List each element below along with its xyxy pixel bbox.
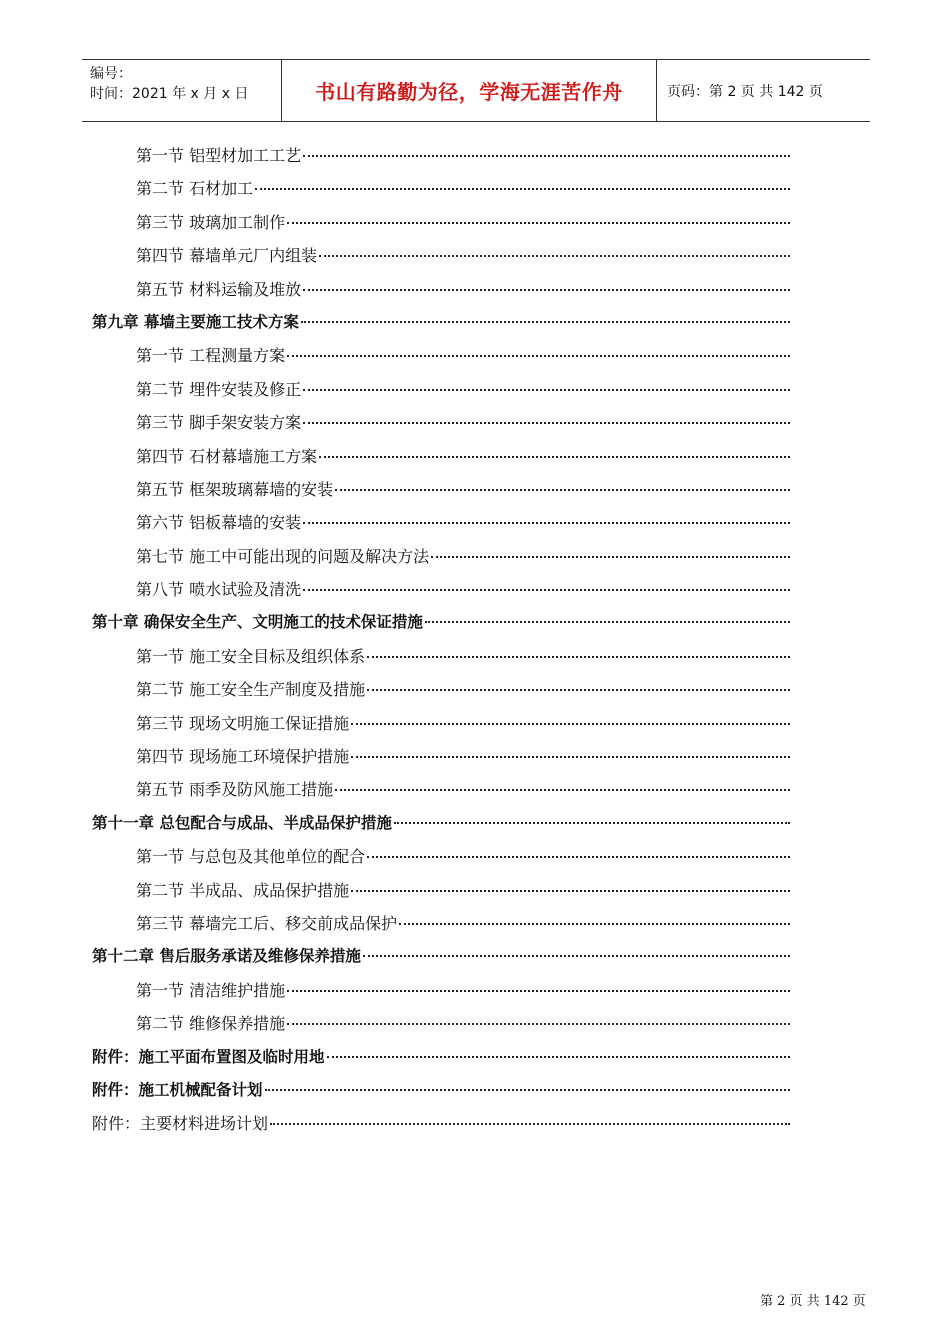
toc-entry-label: 附件：主要材料进场计划: [92, 1114, 269, 1134]
toc-entry-label: 第一节 工程测量方案: [136, 346, 286, 366]
toc-section-entry[interactable]: [92, 540, 790, 573]
dot-leader: [303, 588, 790, 591]
toc-entry-label: 第四节 石材幕墙施工方案: [136, 446, 318, 466]
toc-section-entry[interactable]: [92, 874, 790, 907]
toc-entry-label: 第六节 铝板幕墙的安装: [136, 513, 302, 533]
code-label: 编号：: [90, 66, 132, 82]
toc-chapter-entry[interactable]: [92, 1107, 790, 1140]
toc-section-entry[interactable]: [92, 673, 790, 706]
dot-leader: [431, 555, 790, 558]
toc-entry-label: 第五节 材料运输及堆放: [136, 279, 302, 299]
toc-section-entry[interactable]: [92, 640, 790, 673]
toc-section-entry[interactable]: [92, 707, 790, 740]
header-motto: 书山有路勤为径，学海无涯苦作舟: [282, 60, 657, 121]
table-of-contents: [92, 139, 790, 1141]
toc-section-entry[interactable]: [92, 440, 790, 473]
toc-entry-label: 第三节 脚手架安装方案: [136, 413, 302, 433]
toc-entry-label: 第五节 框架玻璃幕墙的安装: [136, 479, 334, 499]
toc-section-entry[interactable]: [92, 139, 790, 172]
toc-entry-label: 第十一章 总包配合与成品、半成品保护措施: [92, 813, 392, 832]
dot-leader: [367, 855, 790, 858]
dot-leader: [351, 889, 790, 892]
dot-leader: [319, 254, 790, 257]
toc-entry-label: 第五节 雨季及防风施工措施: [136, 780, 334, 800]
toc-entry-label: 第二节 维修保养措施: [136, 1014, 286, 1034]
header-meta: [82, 60, 282, 121]
dot-leader: [351, 755, 790, 758]
toc-chapter-entry[interactable]: [92, 306, 790, 339]
header-page-label: 页码：第 2 页 共 142 页: [667, 83, 823, 100]
dot-leader: [319, 455, 790, 458]
toc-section-entry[interactable]: [92, 773, 790, 806]
toc-section-entry[interactable]: [92, 473, 790, 506]
toc-entry-label: 第一节 施工安全目标及组织体系: [136, 646, 366, 666]
toc-entry-label: 第二节 石材加工: [136, 179, 254, 199]
toc-entry-label: 第三节 现场文明施工保证措施: [136, 713, 350, 733]
toc-section-entry[interactable]: [92, 573, 790, 606]
toc-section-entry[interactable]: [92, 339, 790, 372]
toc-entry-label: 第一节 清洁维护措施: [136, 980, 286, 1000]
toc-entry-label: 第四节 幕墙单元厂内组装: [136, 246, 318, 266]
toc-section-entry[interactable]: [92, 974, 790, 1007]
toc-chapter-entry[interactable]: [92, 807, 790, 840]
toc-chapter-entry[interactable]: [92, 1074, 790, 1107]
toc-entry-label: 第一节 与总包及其他单位的配合: [136, 847, 366, 867]
dot-leader: [303, 288, 790, 291]
toc-entry-label: 第七节 施工中可能出现的问题及解决方法: [136, 546, 430, 566]
dot-leader: [287, 221, 790, 224]
toc-chapter-entry[interactable]: [92, 606, 790, 639]
dot-leader: [270, 1122, 790, 1125]
dot-leader: [425, 620, 790, 623]
toc-section-entry[interactable]: [92, 273, 790, 306]
dot-leader: [335, 788, 790, 791]
toc-chapter-entry[interactable]: [92, 1041, 790, 1074]
toc-section-entry[interactable]: [92, 406, 790, 439]
page-footer: 第 2 页 共 142 页: [760, 1294, 866, 1309]
dot-leader: [367, 655, 790, 658]
dot-leader: [287, 1022, 790, 1025]
dot-leader: [399, 922, 790, 925]
toc-entry-label: 第三节 玻璃加工制作: [136, 212, 286, 232]
toc-section-entry[interactable]: [92, 907, 790, 940]
toc-section-entry[interactable]: [92, 206, 790, 239]
toc-entry-label: 第四节 现场施工环境保护措施: [136, 747, 350, 767]
dot-leader: [303, 388, 790, 391]
toc-section-entry[interactable]: [92, 239, 790, 272]
dot-leader: [351, 722, 790, 725]
toc-section-entry[interactable]: [92, 740, 790, 773]
toc-entry-label: 第二节 埋件安装及修正: [136, 379, 302, 399]
dot-leader: [303, 521, 790, 524]
toc-entry-label: 第九章 幕墙主要施工技术方案: [92, 312, 299, 331]
dot-leader: [327, 1055, 790, 1058]
dot-leader: [303, 421, 790, 424]
toc-section-entry[interactable]: [92, 373, 790, 406]
toc-entry-label: 第二节 施工安全生产制度及措施: [136, 680, 366, 700]
dot-leader: [287, 989, 790, 992]
dot-leader: [394, 821, 790, 824]
dot-leader: [363, 954, 790, 957]
dot-leader: [287, 354, 790, 357]
toc-entry-label: 第十章 确保安全生产、文明施工的技术保证措施: [92, 613, 423, 632]
toc-entry-label: 第二节 半成品、成品保护措施: [136, 880, 350, 900]
toc-section-entry[interactable]: [92, 1007, 790, 1040]
toc-entry-label: 附件：施工机械配备计划: [92, 1080, 263, 1099]
dot-leader: [303, 154, 790, 157]
toc-entry-label: 附件：施工平面布置图及临时用地: [92, 1047, 325, 1066]
toc-section-entry[interactable]: [92, 172, 790, 205]
toc-entry-label: 第三节 幕墙完工后、移交前成品保护: [136, 913, 398, 933]
page-header: [82, 59, 870, 122]
date-label: 时间：2021 年 x 月 x 日: [90, 86, 249, 102]
toc-entry-label: 第十二章 售后服务承诺及维修保养措施: [92, 947, 361, 966]
dot-leader: [265, 1088, 790, 1091]
dot-leader: [367, 688, 790, 691]
toc-entry-label: 第八节 喷水试验及清洗: [136, 580, 302, 600]
dot-leader: [335, 488, 790, 491]
toc-chapter-entry[interactable]: [92, 940, 790, 973]
toc-section-entry[interactable]: [92, 506, 790, 539]
toc-section-entry[interactable]: [92, 840, 790, 873]
dot-leader: [255, 187, 790, 190]
toc-entry-label: 第一节 铝型材加工工艺: [136, 146, 302, 165]
dot-leader: [301, 320, 790, 323]
